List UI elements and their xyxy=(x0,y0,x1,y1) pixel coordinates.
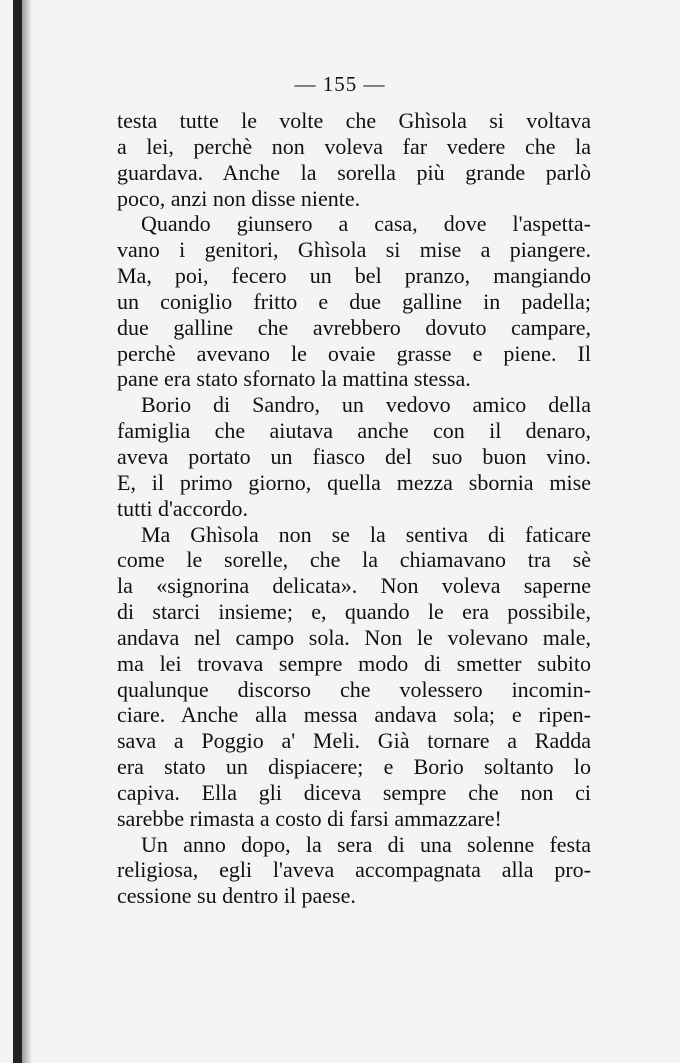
page-spine-edge xyxy=(13,0,22,1063)
text-line: poco, anzi non disse niente. xyxy=(117,185,361,211)
text-line: guardava. Anche la sorella più grande parlò xyxy=(117,159,591,185)
text-line: cessione su dentro il paese. xyxy=(117,883,356,909)
text-line: come le sorelle, che la chiamavano tra sè xyxy=(117,547,591,573)
text-line: ciare. Anche alla messa andava sola; e ripen- xyxy=(117,702,591,728)
text-line: Quando giunsero a casa, dove l'aspetta- xyxy=(141,211,591,237)
body-text xyxy=(117,108,591,909)
text-line: a lei, perchè non voleva far vedere che la xyxy=(117,133,591,159)
text-line: Ma, poi, fecero un bel pranzo, mangiando xyxy=(117,263,591,289)
text-line: tutti d'accordo. xyxy=(117,495,249,521)
text-line: testa tutte le volte che Ghìsola si voltava xyxy=(117,108,591,133)
text-line: andava nel campo sola. Non le volevano male, xyxy=(117,624,591,650)
text-line: sava a Poggio a' Meli. Già tornare a Radda xyxy=(117,728,591,754)
text-line: E, il primo giorno, quella mezza sbornia mise xyxy=(117,469,591,495)
text-line: perchè avevano le ovaie grasse e piene. Il xyxy=(117,340,591,366)
text-line: qualunque discorso che volessero incomin- xyxy=(117,676,591,702)
text-line: due galline che avrebbero dovuto campare, xyxy=(117,314,591,340)
text-line: sarebbe rimasta a costo di farsi ammazzare! xyxy=(117,805,502,831)
text-line: vano i genitori, Ghìsola si mise a piangere. xyxy=(117,237,591,263)
text-line: Ma Ghìsola non se la sentiva di faticare xyxy=(141,521,591,547)
page-gutter-shadow xyxy=(22,0,32,1063)
text-line: ma lei trovava sempre modo di smetter subito xyxy=(117,650,591,676)
text-line: Borio di Sandro, un vedovo amico della xyxy=(141,392,591,418)
text-line: di starci insieme; e, quando le era possibile, xyxy=(117,599,591,625)
text-line: religiosa, egli l'aveva accompagnata alla pro- xyxy=(117,857,591,883)
text-line: pane era stato sfornato la mattina stessa. xyxy=(117,366,471,392)
text-line: capiva. Ella gli diceva sempre che non ci xyxy=(117,779,591,805)
text-line: era stato un dispiacere; e Borio soltanto lo xyxy=(117,754,591,780)
text-line: aveva portato un fiasco del suo buon vino. xyxy=(117,443,591,469)
text-line: un coniglio fritto e due galline in padella; xyxy=(117,288,591,314)
text-line: famiglia che aiutava anche con il denaro, xyxy=(117,418,591,444)
text-line: la «signorina delicata». Non voleva saperne xyxy=(117,573,591,599)
text-line: Un anno dopo, la sera di una solenne festa xyxy=(141,831,591,857)
page-number: — 155 — xyxy=(294,72,386,96)
